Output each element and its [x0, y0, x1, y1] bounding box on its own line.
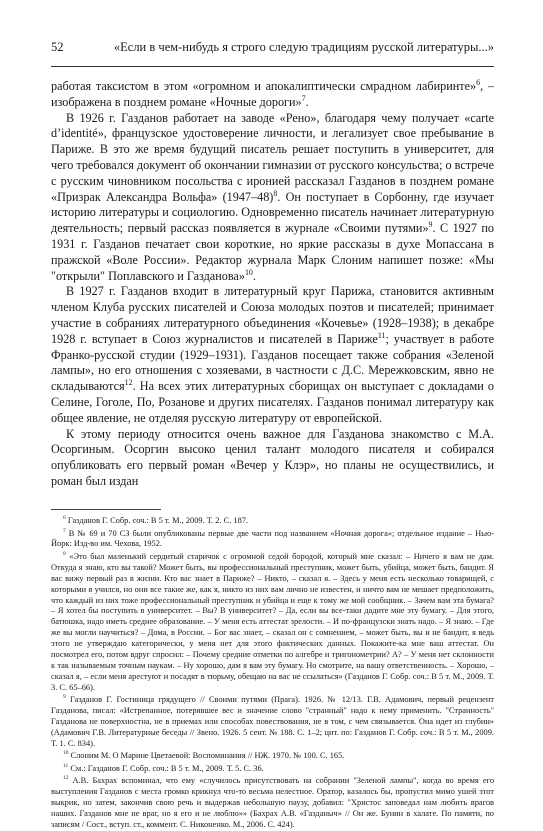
paragraph: К этому периоду относится очень важное для Газданова знакомство с М.А. Осоргиным. Осоргин высоко ценил талант молодого писателя и собирался опубликовать его первый роман «Вечер у Клэр», но планы не осуществились, и роман был издан — [51, 426, 494, 488]
footnote: $^{12}$ А.В. Бахрах вспоминал, что ему «случилось присутствовать на собрании "Зеленой лампы", когда во время его выступления Газданов с места громко крикнул что-то весьма нелестное. Оратор, казалось бы, пропустил мимо ушей этот выкрик, но затем, закончив свою речь и выдержав небольшую паузу, добавил: "Христос заповедал нам любить врагов наших. Газданов мне не враг, но я его и не люблю»» (Бахрах А.В. «Газданыч» // Он же. Бунин в халате. По памяти, по записям / Сост., вступ. ст., коммент. С. Никоненко. М., 2006. С. 424). — [51, 775, 495, 830]
footnote: $^7$ В № 69 и 70 СЗ были опубликованы первые две части под названием «Ночная дорога»; отдельное издание – Нью-Йорк: Изд-во им. Чехова, 1952. — [51, 527, 495, 549]
footnote: $^{10}$ Слоним М. О Марине Цветаевой: Воспоминания // НЖ. 1970. № 100. С. 165. — [63, 750, 345, 761]
footnote: $^{11}$ См.: Газданов Г. Собр. соч.: В 5 т. М., 2009. Т. 5. С. 36. — [63, 763, 264, 773]
footnote-ref: 6 — [476, 77, 481, 87]
footnotes — [51, 516, 494, 831]
footnote: $^9$ Газданов Г. Гостиница грядущего // Своими путями (Прага). 1926. № 12/13. Г.В. Адамович, первый рецензент Газданова, писал: «Истрепанное, потерявшее вес и значение слово "странный" надо к нему применить. "Странность" Газданова не поверхностна, не в приемах или способах повествования, не в том, с чем связывается. Она идет из глубин» (Адамович Г.В. Литературные беседы // Звено. 1926. 5 сент. № 188. С. 1–2; цит. по: Газданов Г. Собр. соч.: В 5 т. М., 2009. Т. 1. С. 834). — [51, 694, 494, 748]
footnote-ref: 8 — [273, 188, 278, 198]
footnote-ref: 7 — [301, 93, 306, 103]
paragraph: работая таксистом в этом «огромном и апокалиптически смрадном лабиринте»$^6$, – изображена в позднем романе «Ночные дороги»$^7$. — [51, 77, 495, 109]
footnote-number: 7 — [63, 527, 66, 534]
running-title: «Если в чем-нибудь я строго следую традициям русской литературы...» — [113, 40, 494, 54]
paragraph: В 1926 г. Газданов работает на заводе «Рено», благодаря чему получает «carte d’identité», французское удостоверение личности, и легализует свое пребывание в Париже. В это же время будущий писатель решает поступить в университет, для чего требовался документ об окончании гимназии от русского консульства; о встрече с русским чиновником посольства с иронией рассказал Газданов в позднем романе «Призрак Александра Вольфа» (1947–48)$^8$. Он поступает в Сорбонну, где изучает историю литературы и социологию. Одновременно писатель начинает литературную деятельность; первый рассказ появляется в журнале «Своими путями»$^9$. С 1927 по 1931 г. Газданов печатает свои короткие, но яркие рассказы в духе Мопассана в пражской «Воле России». Редактор журнала Марк Слоним напишет позже: «Мы "открыли" Поплавского и Газданова»$^{10}$. — [51, 110, 494, 283]
footnote-ref: 12 — [124, 378, 133, 388]
footnote-number: 10 — [63, 750, 69, 757]
footnote-number: 6 — [63, 515, 66, 522]
header-rule — [51, 66, 494, 67]
footnote-ref: 11 — [377, 330, 386, 340]
footnote-number: 8 — [63, 551, 66, 558]
footnote-ref: 10 — [244, 267, 253, 277]
running-header — [51, 40, 494, 56]
footnote-rule — [51, 509, 161, 510]
footnote-number: 11 — [63, 763, 69, 770]
main-text — [51, 79, 494, 490]
footnote-number: 12 — [63, 775, 69, 782]
paragraph: В 1927 г. Газданов входит в литературный круг Парижа, становится активным членом Клуба русских писателей и Союза молодых поэтов и писателей; принимает участие в собраниях литературного объединения «Кочевье» (1928–1938); в декабре 1928 г. вступает в Союз журналистов и писателей в Париже$^{11}$; участвует в работе Франко-русской студии (1929–1931). Газданов посещает также собрания «Зеленой лампы», но его отношения с хозяевами, в частности с Д.С. Мережковским, явно не складываются$^{12}$. На всех этих литературных сборищах он выступает с докладами о Селине, Гоголе, По, Розанове и других писателях. Газданов понимал литературу как общее явление, не отделяя русскую литературу от европейской. — [51, 284, 494, 425]
footnote: $^8$ «Это был маленький сердитый старичок с огромной седой бородой, который мне сказал: – Ничего я вам не дам. Откуда я знаю, кто вы такой? Может быть, вы профессиональный преступник, может быть, убийца, может быть, бандит. Я вас вижу первый раз в жизни. Кто вас знает в Париже? – Никто, – сказал я. – Здесь у меня есть несколько товарищей, с которыми я учился, но они все такие же, как я, никто из них вам лично не известен, и ничто вам не мешает предположить, что каждый из них тоже профессиональный преступник и убийца и еще к тому же мой сообщник. – Зачем вам эта бумага? – Я хотел бы поступить в университет. – Вы? В университет? – Да, если вы все-таки дадите мне эту бумагу. – Для этого, батюшка, надо иметь среднее образование. – У меня есть аттестат зрелости. – И по-французски знать надо. – Я знаю. – Где же вы могли научиться? – Дома, в России. – Бог вас знает, – сказал он с сомнением, – может быть, вы и не бандит, я ведь этого не утверждаю категорически, у меня нет для этого фактических данных. Покажите-ка мне ваш аттестат. Он посмотрел его, потом вдруг спросил: – Почему средние отметки по алгебре и тригонометрии? А? – У меня нет склонности к так называемым точным наукам. – Ну хорошо, дам я вам эту бумагу. Но смотрите, на вашу ответственность. – Хорошо, – сказал я, – если меня арестуют и посадят в тюрьму, обещаю на вас не ссылаться» (Газданов Г. Собр. соч.: В 5 т. М., 2009. Т. 3. С. 65–66). — [51, 551, 494, 692]
page-number: 52 — [51, 40, 64, 54]
footnote-number: 9 — [63, 694, 66, 701]
footnote-ref: 9 — [428, 220, 433, 230]
footnote: $^6$ Газданов Г. Собр. соч.: В 5 т. М., 2009. Т. 2. С. 187. — [63, 515, 249, 525]
